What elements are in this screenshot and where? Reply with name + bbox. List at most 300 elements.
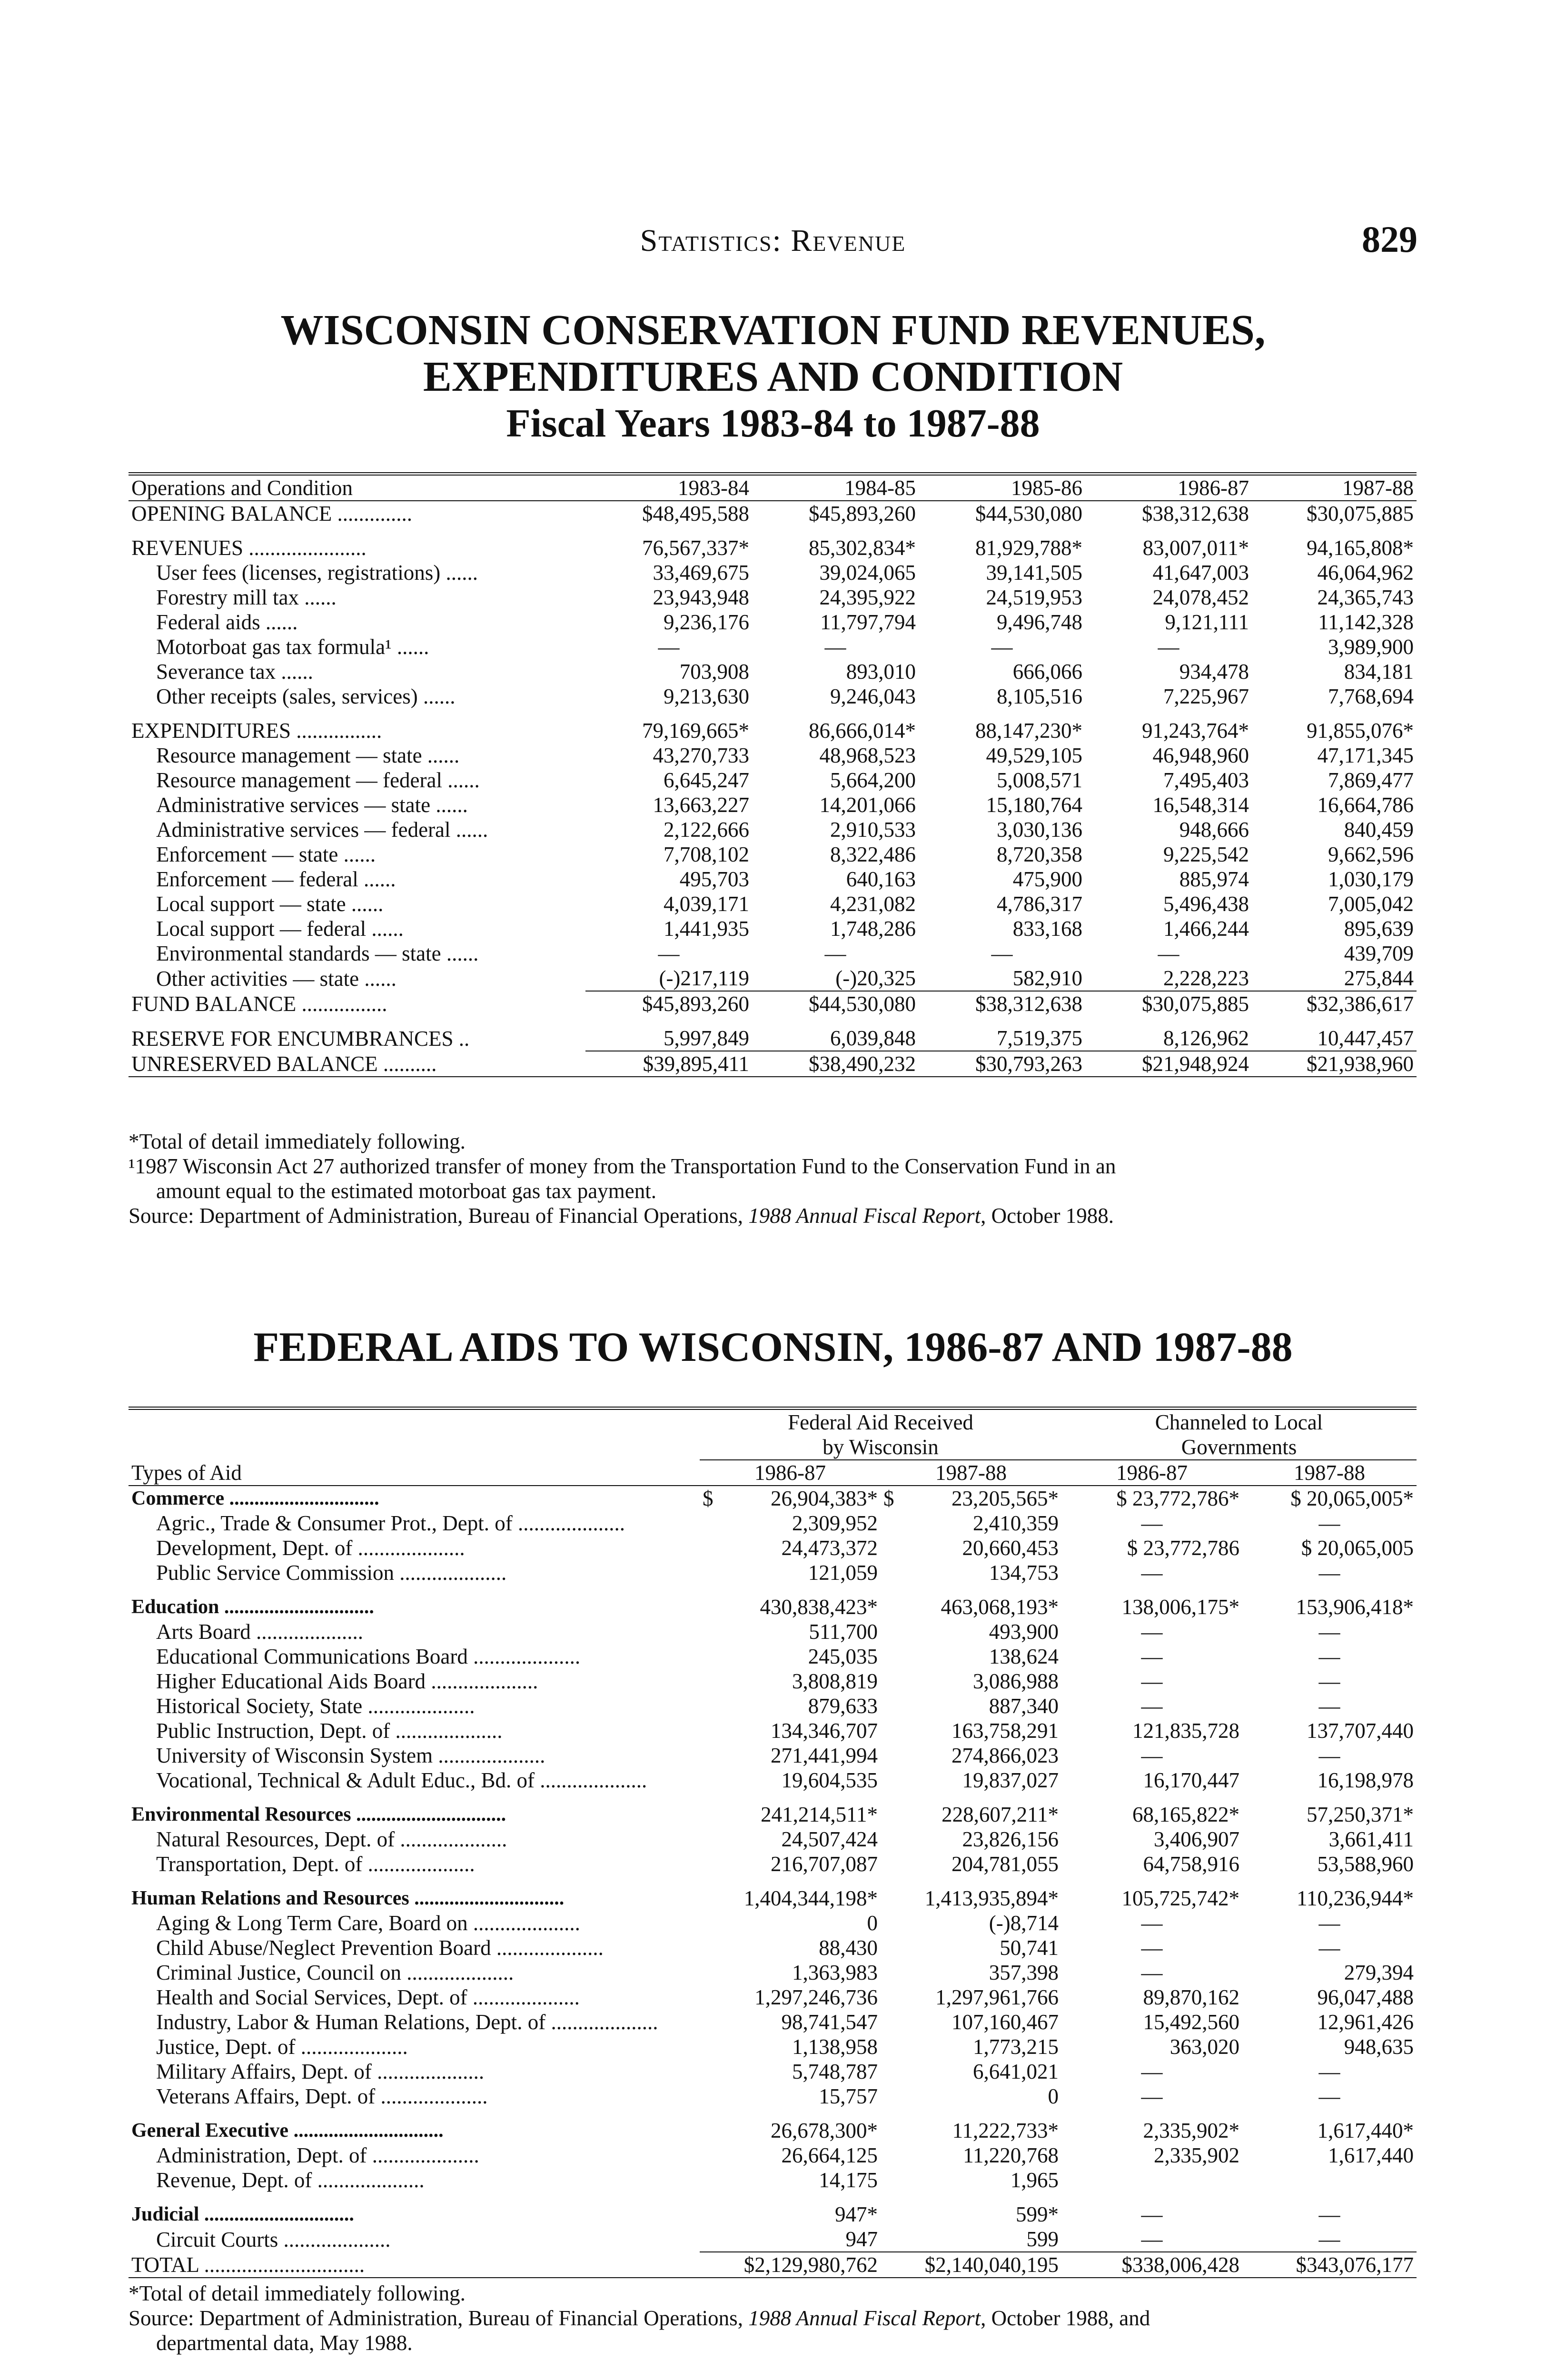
table2-cell: 947* [835,2202,878,2226]
table1-cell: $21,948,924 [1142,1052,1249,1076]
table2-row [129,1669,1417,1694]
currency-sign [881,2227,909,2252]
currency-sign [881,1935,909,1960]
opening-balance-row [129,501,1417,526]
table2-row [129,1768,1417,1793]
table1-body [129,501,1417,1077]
table2-cell: 11,222,733* [952,2119,1059,2142]
dot-leader: ...... [346,892,384,916]
table2-cell: 430,838,423* [760,1595,878,1619]
table1-row-label: EXPENDITURES ................ [131,719,382,743]
table2-row [129,2168,1417,2192]
table2-row-label: Administration, Dept. of .................... [156,2143,479,2167]
table1-cell: 46,948,960 [1152,744,1249,767]
table1-row [129,941,1417,966]
table2-cell: 105,725,742* [1121,1886,1239,1910]
table2-cell: — [1318,1936,1340,1960]
table2-row-label: Revenue, Dept. of .................... [156,2168,425,2192]
spacer-row [129,1793,1417,1802]
running-head: Statistics: Revenue [640,223,906,258]
table2-cell: 2,335,902* [1143,2119,1239,2142]
table2-year-header: 1986-87 [1116,1461,1188,1485]
table2-cell: 216,707,087 [771,1852,878,1876]
table2-cell: 887,340 [989,1694,1059,1718]
table2-row [129,2034,1417,2059]
dot-leader: ...... [338,843,376,866]
table2-row-label: Public Instruction, Dept. of .................... [156,1719,503,1743]
table1-cell: 934,478 [1179,660,1249,684]
currency-sign [881,1619,909,1644]
table1-row [129,743,1417,768]
conservation-fund-table [129,472,1417,1077]
currency-sign [881,1827,909,1852]
table2-row [129,1718,1417,1743]
table2-cell: 493,900 [989,1620,1059,1644]
spacer-row [129,2192,1417,2202]
table1-row-label: Motorboat gas tax formula¹ ...... [156,635,429,659]
currency-sign [700,1802,728,1827]
currency-sign [700,1536,728,1560]
currency-sign [881,1644,909,1669]
table1-source-italic: 1988 Annual Fiscal Report [748,1204,981,1228]
table2-cell: — [1318,2202,1340,2226]
table1-cell: $21,938,960 [1307,1052,1414,1076]
currency-sign [700,1669,728,1694]
table2-cell: 50,741 [1000,1936,1059,1960]
table2-row-label: Higher Educational Aids Board .................... [156,1669,538,1693]
currency-sign [700,1985,728,2010]
table2-cell: 134,346,707 [771,1719,878,1743]
table2-cell: 1,413,935,894* [924,1886,1059,1910]
currency-sign [881,1536,909,1560]
table1-cell: $48,495,588 [642,502,749,526]
table1-row-label: User fees (licenses, registrations) ...... [156,561,478,585]
table1-row [129,966,1417,991]
table2-cell: — [1318,1911,1340,1935]
table2-cell: 3,086,988 [973,1669,1059,1693]
table1-row-label: Severance tax ...... [156,660,313,684]
table2-cell: 96,047,488 [1317,1985,1414,2009]
table1-row [129,585,1417,610]
table2-row [129,1935,1417,1960]
table2-row [129,2010,1417,2034]
table2-cell: 26,678,300* [771,2119,878,2142]
table2-cell: $2,129,980,762 [743,2253,878,2277]
revenues-row [129,536,1417,560]
table1-cell: 2,122,666 [664,818,749,842]
table1-row-label: Environmental standards — state ...... [156,942,479,965]
aid-group-row [129,1486,1417,1511]
table1-cell: $44,530,080 [975,502,1082,526]
dot-leader: .............................. [198,2253,365,2277]
table1-cell: 4,786,317 [997,892,1082,916]
table2-cell: 26,664,125 [781,2143,878,2167]
currency-sign [881,2168,909,2192]
table2-row-label: Education .............................. [131,1596,374,1618]
table1-cell: 8,720,358 [997,843,1082,866]
currency-sign [881,1985,909,2010]
table2-cell: 121,835,728 [1132,1719,1239,1743]
table1-cell: $30,075,885 [1142,992,1249,1016]
currency-sign [881,1960,909,1985]
table1-cell: — [824,942,846,965]
table2-group-received [700,1408,1061,1460]
currency-sign [881,1560,909,1585]
table2-row [129,2084,1417,2109]
table2-row-label: Agric., Trade & Consumer Prot., Dept. of .................... [156,1511,625,1535]
table1-cell: 24,365,743 [1317,585,1414,609]
aid-group-row [129,2118,1417,2143]
table1-cell: $32,386,617 [1307,992,1414,1016]
table2-group-received-l1: Federal Aid Received [788,1410,973,1434]
dot-leader: .................... [401,1961,514,1984]
table2-cell: 0 [1048,2084,1059,2108]
table1-header-cell: 1986-87 [1178,476,1249,500]
table2-group-received-l2: by Wisconsin [823,1435,939,1459]
table2-year-header: 1987-88 [935,1461,1007,1485]
table2-row-label: Public Service Commission .................... [156,1561,507,1585]
table1-cell: 1,441,935 [664,917,749,941]
table2-cell: $2,140,040,195 [924,2253,1059,2277]
table2-row [129,1644,1417,1669]
table1-cell: 9,662,596 [1328,843,1414,866]
table2-row-label: General Executive .............................. [131,2120,444,2142]
table1-row-label: RESERVE FOR ENCUMBRANCES .. [131,1027,470,1051]
dot-leader: .................... [375,2084,488,2108]
currency-sign [700,1619,728,1644]
dot-leader: ...... [422,744,460,767]
currency-sign [881,2118,909,2143]
table2-cell: 1,617,440 [1328,2143,1414,2167]
table1-cell: 9,121,111 [1165,610,1249,634]
currency-sign [700,1511,728,1536]
table2-row [129,1852,1417,1876]
table1-cell: 475,900 [1012,867,1082,891]
spacer-row [129,1876,1417,1886]
table2-cell: 241,214,511* [761,1803,878,1826]
table1-cell: 3,989,900 [1328,635,1414,659]
table1-header-row [129,474,1417,501]
table1-cell: 439,709 [1344,942,1414,965]
table2-row [129,1536,1417,1560]
dot-leader: .................... [394,1561,507,1585]
table1-cell: — [991,635,1013,659]
currency-sign [881,2202,909,2227]
table2-cell: — [1318,1620,1340,1644]
table1-cell: 7,519,375 [919,1026,1085,1051]
table2-cell: 19,837,027 [962,1768,1059,1792]
table1-row [129,842,1417,867]
table1-row-label: Local support — federal ...... [156,917,404,941]
table1-cell: 834,181 [1344,660,1414,684]
table1-cell: $30,793,263 [975,1052,1082,1076]
table2-year-header: 1986-87 [754,1461,826,1485]
table1-cell: 6,645,247 [664,768,749,792]
table2-cell: 19,604,535 [781,1768,878,1792]
table2-row [129,1985,1417,2010]
table1-cell: $45,893,260 [809,502,916,526]
table2-row [129,1960,1417,1985]
table1-cell: 94,165,808* [1307,536,1414,560]
table1-row-label: Resource management — state ...... [156,744,460,767]
dot-leader: .. [453,1027,470,1051]
currency-sign [700,1886,728,1911]
dot-leader: .................... [362,1694,475,1718]
table2-cell: 98,741,547 [781,2010,878,2034]
table1-cell: 86,666,014* [809,719,916,743]
dot-leader: .................... [312,2168,425,2192]
table1-row-label: Forestry mill tax ...... [156,585,337,609]
expenditures-row [129,718,1417,743]
table2-cell: 1,404,344,198* [743,1886,878,1910]
table1-row [129,892,1417,916]
currency-sign [700,2118,728,2143]
table2-cell [1061,2168,1242,2192]
table1-row [129,684,1417,709]
table1-cell: 1,748,286 [830,917,916,941]
table2-cell: 107,160,467 [951,2010,1059,2034]
table1-cell: 43,270,733 [653,744,749,767]
table1-cell: $30,075,885 [1307,502,1414,526]
table1-header-cell: 1987-88 [1342,476,1414,500]
table2-row [129,1911,1417,1935]
table1-cell: 16,548,314 [1152,793,1249,817]
dot-leader: .................... [278,2228,391,2251]
table1-cell: 4,039,171 [664,892,749,916]
dot-leader: .............................. [219,1596,374,1618]
table2-cell: 245,035 [808,1645,878,1668]
table2-cell: — [1061,2227,1242,2252]
table2-row-label: Vocational, Technical & Adult Educ., Bd. of .................... [156,1768,647,1792]
table1-cell: 13,663,227 [653,793,749,817]
table1-cell: 9,225,542 [1163,843,1249,866]
table2-title [129,1324,1417,1371]
table1-cell: 9,213,630 [664,684,749,708]
table2-cell: 26,904,383* [771,1487,878,1510]
table1-cell: 23,943,948 [653,585,749,609]
table2-row-label: Human Relations and Resources .............................. [131,1887,565,1909]
table2-cell: — [1141,1561,1163,1585]
table2-cell: 23,205,565* [951,1487,1059,1510]
currency-sign [881,1511,909,1536]
table2-cell: 89,870,162 [1143,1985,1239,2009]
table2-group-local-l2: Governments [1181,1435,1297,1459]
dot-leader: ...... [276,660,313,684]
table2-cell: 947 [728,2227,881,2252]
table1-row [129,560,1417,585]
table2-group-local [1061,1408,1417,1460]
spacer-row [129,2109,1417,2118]
currency-sign [700,1852,728,1876]
table1-title-line3: Fiscal Years 1983-84 to 1987-88 [506,401,1040,446]
table1-cell: 8,126,962 [1085,1026,1252,1051]
table2-cell: — [1141,1669,1163,1693]
currency-sign [700,1960,728,1985]
table1-cell: 5,008,571 [997,768,1082,792]
table2-row [129,1694,1417,1718]
unreserved-balance-row [129,1051,1417,1077]
dot-leader: .............................. [288,2120,444,2142]
table1-cell: 24,519,953 [986,585,1082,609]
aid-group-row [129,1595,1417,1619]
dot-leader: .................... [426,1669,538,1693]
table1-cell: 24,395,922 [819,585,916,609]
currency-sign [700,2227,728,2252]
dot-leader: .................... [467,1985,580,2009]
dot-leader: .................... [467,1911,580,1935]
table1-cell: — [658,942,680,965]
table2-title-text: FEDERAL AIDS TO WISCONSIN, 1986-87 AND 1987-88 [253,1324,1293,1370]
dot-leader: ...... [430,793,468,817]
table1-cell: 4,231,082 [830,892,916,916]
table2-cell: — [1141,1511,1163,1535]
table2-cell: 20,660,453 [962,1536,1059,1560]
currency-sign [700,1644,728,1669]
table2-cell: 16,198,978 [1317,1768,1414,1792]
table2-cell: — [1318,1744,1340,1767]
table1-cell: 48,968,523 [819,744,916,767]
table2-cell: 11,220,768 [963,2143,1059,2167]
dot-leader: ...... [359,967,396,991]
currency-sign [700,1595,728,1619]
table2-cell: — [1141,2060,1163,2083]
table2-cell: — [1141,1911,1163,1935]
dot-leader: ...... [442,768,480,792]
table1-row [129,916,1417,941]
currency-sign [700,1560,728,1585]
table2-cell: $343,076,177 [1296,2253,1414,2277]
table2-cell: — [1141,1645,1163,1668]
table2-cell: (-)8,714 [989,1911,1059,1935]
table1-row-label: REVENUES ...................... [131,536,367,560]
table1-cell: 39,024,065 [819,561,916,585]
table2-cell: — [1141,2084,1163,2108]
spacer-row [129,709,1417,718]
table1-cell: 6,039,848 [752,1026,919,1051]
table1-cell: 16,664,786 [1317,793,1414,817]
table1-cell: 5,496,438 [1163,892,1249,916]
table1-cell: $45,893,260 [642,992,749,1016]
table2-cell: 163,758,291 [951,1719,1059,1743]
currency-sign [881,1768,909,1793]
table2-cell: 228,607,211* [941,1803,1059,1826]
currency-sign: $ [883,1487,894,1510]
table1-cell: 24,078,452 [1152,585,1249,609]
table2-source [129,2306,1150,2330]
dot-leader: .............................. [409,1887,565,1909]
table1-cell: 2,910,533 [830,818,916,842]
table1-title [129,307,1417,447]
table2-cell: — [1141,1744,1163,1767]
table2-row-label: TOTAL .............................. [131,2253,365,2277]
table1-cell: — [991,942,1013,965]
table1-cell: 275,844 [1252,966,1417,991]
currency-sign [881,1743,909,1768]
table1-cell: 7,225,967 [1163,684,1249,708]
table2-group-header-row [129,1408,1417,1460]
table2-col-label: Types of Aid [131,1461,242,1485]
table2-row [129,2227,1417,2252]
table2-row-label: Historical Society, State .................... [156,1694,475,1718]
currency-sign [700,1911,728,1935]
currency-sign: $ [703,1487,714,1510]
table1-cell: 9,236,176 [664,610,749,634]
currency-sign [881,2084,909,2109]
dot-leader: .................... [395,1827,507,1851]
table1-header-cell: Operations and Condition [131,476,353,500]
table1-cell: 7,869,477 [1328,768,1414,792]
table2-cell: 879,633 [808,1694,878,1718]
currency-sign [881,2034,909,2059]
table2-cell: 1,965 [1010,2168,1059,2192]
currency-sign [881,2252,909,2278]
table2-cell: — [1318,2060,1340,2083]
table1-cell: 85,302,834* [809,536,916,560]
table2-cell: — [1318,1645,1340,1668]
table2-cell: — [1318,1511,1340,1535]
table1-cell: 7,768,694 [1328,684,1414,708]
table1-cell: $38,312,638 [1142,502,1249,526]
table2-cell: 23,826,156 [962,1827,1059,1851]
table2-cell: 57,250,371* [1307,1803,1414,1826]
table2-cell: 3,406,907 [1154,1827,1239,1851]
federal-aids-table [129,1407,1417,2278]
reserve-row [129,1026,1417,1051]
table1-cell: 833,168 [1012,917,1082,941]
table1-cell: 79,169,665* [642,719,749,743]
currency-sign [700,1718,728,1743]
dot-leader: .............................. [351,1804,506,1825]
table2-cell: 3,808,819 [792,1669,878,1693]
table2-cell: $ 20,065,005 [1301,1536,1414,1560]
table1-header-cell: 1983-84 [678,476,749,500]
table1-cell: $44,530,080 [809,992,916,1016]
currency-sign [881,2059,909,2084]
currency-sign [700,2010,728,2034]
dot-leader: ...... [358,867,396,891]
table1-cell: — [824,635,846,659]
table2-cell: 24,473,372 [781,1536,878,1560]
dot-leader: ...... [441,942,479,965]
table2-cell: 153,906,418* [1296,1595,1414,1619]
table2-cell: 134,753 [989,1561,1059,1585]
table1-row-label: Other receipts (sales, services) ...... [156,684,456,708]
currency-sign [700,2084,728,2109]
dot-leader: ...... [298,585,337,609]
table1-cell: 7,495,403 [1163,768,1249,792]
table1-cell: 33,469,675 [653,561,749,585]
currency-sign [700,2143,728,2168]
table1-row [129,793,1417,817]
currency-sign [881,1718,909,1743]
table1-cell: 15,180,764 [986,793,1082,817]
dot-leader: .............................. [224,1488,379,1509]
table1-cell: $38,490,232 [809,1052,916,1076]
table2-cell: 6,641,021 [973,2060,1059,2083]
currency-sign [700,2252,728,2278]
table1-row-label: OPENING BALANCE .............. [131,502,412,526]
table1-cell: 9,246,043 [830,684,916,708]
table1-notes [129,1129,1417,1228]
table2-cell: 599 [909,2227,1061,2252]
total-row [129,2252,1417,2278]
table1-cell: 11,142,328 [1318,610,1414,634]
dot-leader: .................... [362,1852,475,1876]
table1-cell: 2,228,223 [1085,966,1252,991]
table1-cell: 666,066 [1012,660,1082,684]
table1-cell: 9,496,748 [997,610,1082,634]
currency-sign [881,2143,909,2168]
